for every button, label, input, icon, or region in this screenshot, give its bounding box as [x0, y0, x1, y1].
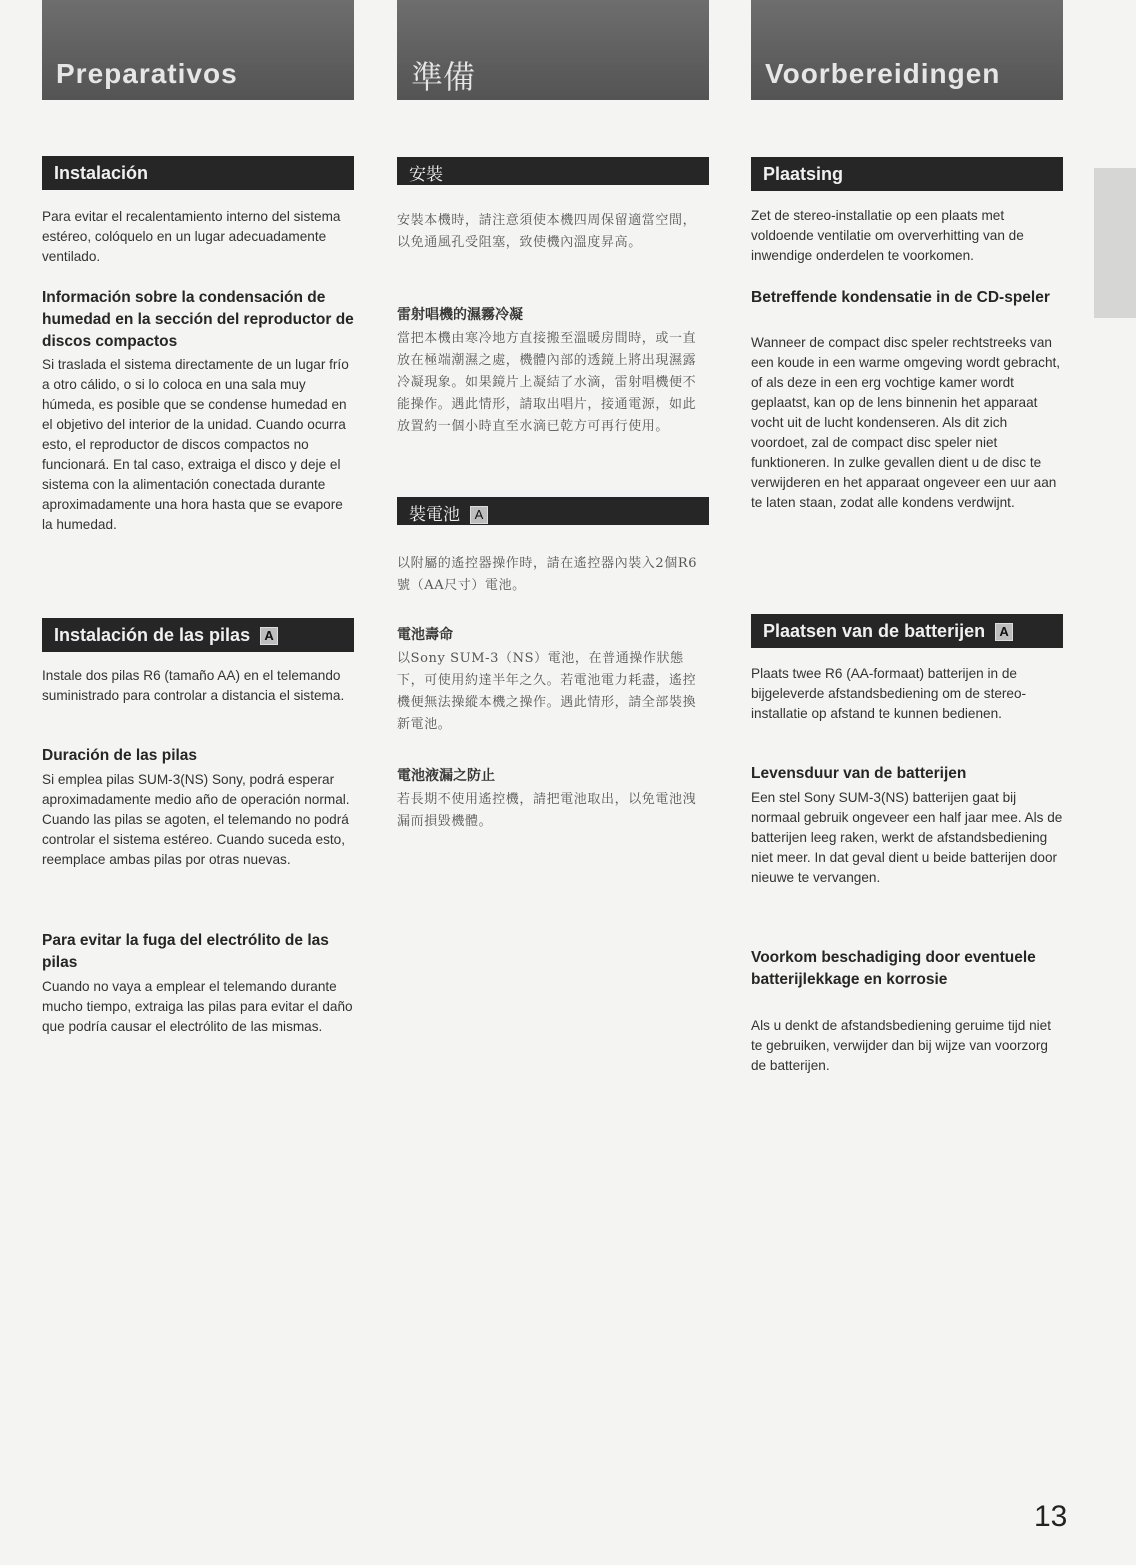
installation-text: 安裝本機時，請注意須使本機四周保留適當空間，以免通風孔受阻塞，致使機內溫度昇高。: [397, 213, 697, 250]
section-heading-label: Plaatsing: [763, 164, 844, 184]
section-heading-label: 安裝: [409, 165, 443, 184]
batteries-text: 以附屬的遙控器操作時，請在遙控器內裝入2個R6號（AA尺寸）電池。: [397, 556, 698, 593]
page-number: 13: [1034, 1500, 1068, 1533]
battery-life-text: Een stel Sony SUM-3(NS) batterijen gaat bij normaal gebruik ongeveer een half jaar mee. Als de batterijen leeg raken, werkt de afstandsbediening niet meer. In dat geval dient u beide batterijen door nieuwe te vervangen.: [751, 790, 1063, 885]
installation-text: Zet de stereo-installatie op een plaats met voldoende ventilatie om oververhitting van de inwendige onderdelen te voorkomen.: [751, 208, 1024, 263]
condensation-heading: Betreffende kondensatie in de CD-speler: [751, 289, 1050, 306]
section-heading-batteries: [42, 618, 354, 652]
battery-leak-heading: Para evitar la fuga del electrólito de las pilas: [42, 932, 329, 971]
section-heading-installation: [751, 157, 1063, 191]
figure-reference-badge: A: [995, 623, 1013, 641]
section-heading-label: Instalación: [54, 163, 149, 183]
condensation-text: Wanneer de compact disc speler rechtstreeks van een koude in een warme omgeving wordt gebracht, of als deze in een erg vochtige kamer wordt geplaatst, kan op de lens binnenin het apparaat vocht uit de lucht kondenseren. Als dit zich voordoet, zal de compact disc speler niet funktioneren. In zulke gevallen dient u de disc te verwijderen en het apparaat ongeveer een uur aan te laten staan, zodat alle kondens verdwijnt.: [751, 335, 1061, 510]
battery-life-heading: Duración de las pilas: [42, 747, 198, 764]
section-heading-label: Instalación de las pilas: [54, 625, 251, 645]
battery-life-text: Si emplea pilas SUM-3(NS) Sony, podrá esperar aproximadamente medio año de operación normal. Cuando las pilas se agoten, el telemando no podrá controlar el sistema estéreo. Cuando suceda esto, reemplace ambas pilas por otras nuevas.: [42, 772, 350, 867]
figure-reference-badge: A: [470, 506, 488, 524]
banner-title: 準備: [397, 0, 709, 100]
section-heading-batteries: [751, 614, 1063, 648]
batteries-text: Plaats twee R6 (AA-formaat) batterijen in de bijgeleverde afstandsbediening om de stereo-installatie op afstand te kunnen bedienen.: [751, 666, 1027, 721]
battery-leak-text: 若長期不使用遙控機，請把電池取出，以免電池洩漏而損毀機體。: [397, 792, 697, 829]
batteries-text: Instale dos pilas R6 (tamaño AA) en el telemando suministrado para controlar a distancia el sistema.: [42, 668, 345, 703]
condensation-text: 當把本機由寒冷地方直接搬至溫暖房間時，或一直放在極端潮濕之處，機體內部的透鏡上將出現濕露冷凝現象。如果鏡片上凝結了水滴，雷射唱機便不能操作。遇此情形，請取出唱片，接通電源，如此放置約一個小時直至水滴已乾方可再行使用。: [397, 331, 697, 434]
banner-title: Voorbereidingen: [751, 0, 1063, 100]
section-heading-batteries: [397, 497, 709, 525]
battery-life-heading: Levensduur van de batterijen: [751, 765, 967, 782]
battery-life-text: 以Sony SUM-3（NS）電池，在普通操作狀態下，可使用約達半年之久。若電池電力耗盡，遙控機便無法操縱本機之操作。遇此情形，請全部裝換新電池。: [397, 651, 697, 732]
battery-life-heading: 電池壽命: [397, 627, 453, 643]
section-heading-label: Plaatsen van de batterijen: [763, 621, 986, 641]
condensation-text: Si traslada el sistema directamente de un lugar frío a otro cálido, o si lo coloca en una sala muy húmeda, es posible que se condense humedad en el objetivo del interior de la unidad. Cuando ocurra esto, el reproductor de discos compactos no funcionará. En tal caso, extraiga el disco y deje el sistema con la alimentación conectada durante aproximadamente una hora hasta que se evapore la humedad.: [42, 357, 349, 532]
battery-leak-text: Cuando no vaya a emplear el telemando durante mucho tiempo, extraiga las pilas para evitar el daño que podría causar el electrólito de las mismas.: [42, 979, 353, 1034]
battery-leak-text: Als u denkt de afstandsbediening geruime tijd niet te gebruiken, verwijder dan bij wijze van voorzorg de batterijen.: [751, 1018, 1052, 1073]
section-heading-installation: [42, 156, 354, 190]
side-thumb-tab: [1094, 168, 1136, 318]
banner-title: Preparativos: [42, 0, 354, 100]
installation-text: Para evitar el recalentamiento interno del sistema estéreo, colóquelo en un lugar adecuadamente ventilado.: [42, 209, 341, 264]
section-heading-label: 裝電池: [409, 505, 460, 524]
battery-leak-heading: 電池液漏之防止: [397, 768, 495, 784]
section-heading-installation: [397, 157, 709, 185]
figure-reference-badge: A: [260, 627, 278, 645]
battery-leak-heading: Voorkom beschadiging door eventuele batterijlekkage en korrosie: [751, 949, 1036, 988]
condensation-heading: 雷射唱機的濕霧冷凝: [397, 307, 523, 323]
condensation-heading: Información sobre la condensación de humedad en la sección del reproductor de discos compactos: [42, 289, 354, 350]
